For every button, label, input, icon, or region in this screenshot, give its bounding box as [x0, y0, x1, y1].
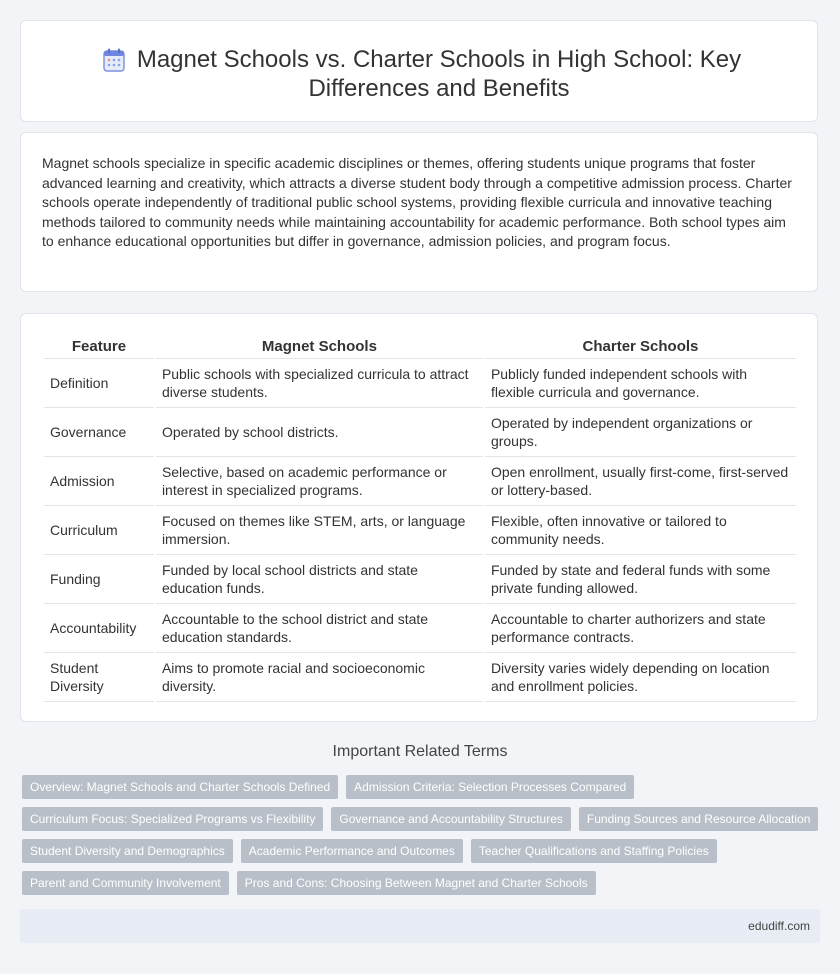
magnet-cell: Public schools with specialized curricula to attract diverse students.: [156, 359, 483, 408]
page-title: Magnet Schools vs. Charter Schools in High School: Key Differences and Benefits: [136, 46, 742, 102]
tag-row: [22, 839, 822, 863]
magnet-cell: Operated by school districts.: [156, 408, 483, 457]
charter-cell: Accountable to charter authorizers and state performance contracts.: [485, 604, 796, 653]
related-term-link[interactable]: Pros and Cons: Choosing Between Magnet and Charter Schools: [237, 871, 596, 895]
footer-site-link[interactable]: edudiff.com: [748, 919, 810, 933]
table-header-row: [44, 335, 796, 359]
table-row: [44, 604, 796, 653]
related-term-link[interactable]: Student Diversity and Demographics: [22, 839, 233, 863]
feature-cell: Admission: [44, 457, 154, 506]
charter-cell: Operated by independent organizations or groups.: [485, 408, 796, 457]
table-row: [44, 653, 796, 702]
tag-row: [22, 807, 822, 831]
footer: [20, 909, 820, 943]
table-row: [44, 359, 796, 408]
related-term-link[interactable]: Admission Criteria: Selection Processes Compared: [346, 775, 634, 799]
header-feature: Feature: [44, 335, 154, 359]
related-terms-heading: Important Related Terms: [332, 743, 508, 760]
related-term-link[interactable]: Curriculum Focus: Specialized Programs vs Flexibility: [22, 807, 323, 831]
charter-cell: Flexible, often innovative or tailored to community needs.: [485, 506, 796, 555]
magnet-cell: Funded by local school districts and state education funds.: [156, 555, 483, 604]
related-term-link[interactable]: Governance and Accountability Structures: [331, 807, 570, 831]
comparison-table-card: [20, 313, 818, 722]
magnet-cell: Aims to promote racial and socioeconomic diversity.: [156, 653, 483, 702]
magnet-cell: Selective, based on academic performance or interest in specialized programs.: [156, 457, 483, 506]
feature-cell: Curriculum: [44, 506, 154, 555]
header-charter: Charter Schools: [485, 335, 796, 359]
related-terms-list: [22, 775, 822, 903]
feature-cell: Governance: [44, 408, 154, 457]
intro-card: [20, 132, 818, 292]
charter-cell: Publicly funded independent schools with flexible curricula and governance.: [485, 359, 796, 408]
intro-text: Magnet schools specialize in specific academic disciplines or themes, offering students unique programs that foster advanced learning and creativity, which attracts a diverse student body through a competitive admission process. Charter schools operate independently of traditional public school systems, providing flexible curricula and innovative teaching methods tailored to community needs while maintaining accountability for academic performance. Both school types aim to enhance educational opportunities but differ in governance, admission policies, and program focus.: [42, 155, 792, 250]
charter-cell: Diversity varies widely depending on location and enrollment policies.: [485, 653, 796, 702]
related-term-link[interactable]: Academic Performance and Outcomes: [241, 839, 463, 863]
feature-cell: Student Diversity: [44, 653, 154, 702]
table-row: [44, 555, 796, 604]
related-term-link[interactable]: Funding Sources and Resource Allocation: [579, 807, 818, 831]
tag-row: [22, 871, 822, 895]
charter-cell: Open enrollment, usually first-come, first-served or lottery-based.: [485, 457, 796, 506]
table-row: [44, 408, 796, 457]
charter-cell: Funded by state and federal funds with some private funding allowed.: [485, 555, 796, 604]
related-term-link[interactable]: Overview: Magnet Schools and Charter Schools Defined: [22, 775, 338, 799]
header-magnet: Magnet Schools: [156, 335, 483, 359]
table-row: [44, 506, 796, 555]
table-row: [44, 457, 796, 506]
related-term-link[interactable]: Parent and Community Involvement: [22, 871, 229, 895]
magnet-cell: Focused on themes like STEM, arts, or language immersion.: [156, 506, 483, 555]
magnet-cell: Accountable to the school district and state education standards.: [156, 604, 483, 653]
related-term-link[interactable]: Teacher Qualifications and Staffing Policies: [471, 839, 717, 863]
feature-cell: Funding: [44, 555, 154, 604]
feature-cell: Accountability: [44, 604, 154, 653]
title-card: [20, 20, 818, 122]
tag-row: [22, 775, 822, 799]
comparison-table: [42, 335, 798, 702]
feature-cell: Definition: [44, 359, 154, 408]
